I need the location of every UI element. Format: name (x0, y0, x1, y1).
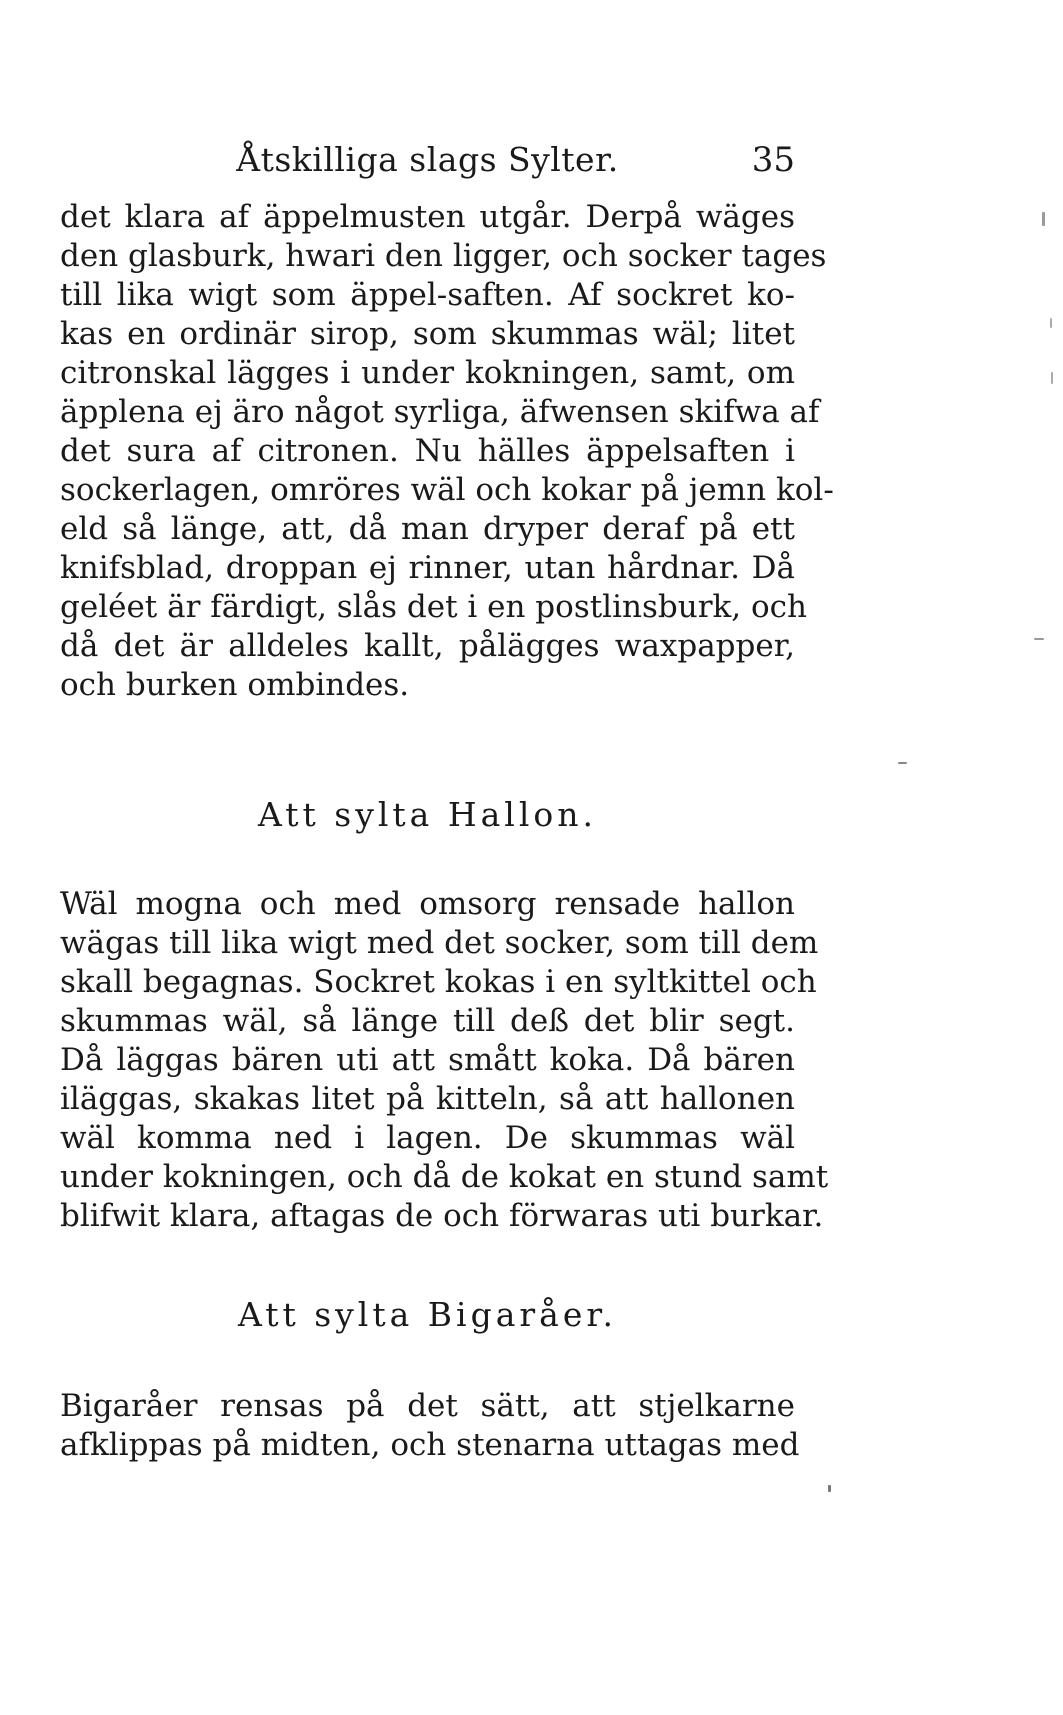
paper-speck (1042, 212, 1045, 226)
paper-speck (828, 1485, 831, 1492)
text-line: Bigaråer rensas på det sätt, att stjelkarne (60, 1388, 795, 1424)
text-line: då det är alldeles kallt, pålägges waxpapper, (60, 628, 795, 664)
text-line: skummas wäl, så länge till deß det blir segt. (60, 1003, 795, 1039)
running-title: Åtskilliga slags Sylter. (236, 140, 619, 179)
text-line: afklippas på midten, och stenarna uttagas med (60, 1427, 800, 1463)
text-line: Då läggas bären uti att smått koka. Då bären (60, 1042, 795, 1078)
text-line: det klara af äppelmusten utgår. Derpå wäges (60, 199, 795, 235)
text-line: wäl komma ned i lagen. De skummas wäl (60, 1120, 795, 1156)
text-line: det sura af citronen. Nu hälles äppelsaften i (60, 433, 795, 469)
text-line: iläggas, skakas litet på kitteln, så att hallonen (60, 1081, 795, 1117)
paragraph-bigaraer (60, 1387, 800, 1465)
text-line: citronskal lägges i under kokningen, samt, om (60, 355, 795, 391)
text-line: till lika wigt som äppel-saften. Af sockret ko- (60, 277, 795, 313)
paragraph-hallon (60, 885, 829, 1236)
section-heading-bigaraer: Att sylta Bigaråer. (237, 1295, 618, 1334)
paper-speck (1051, 372, 1053, 384)
page-header (60, 140, 795, 190)
page-number: 35 (751, 140, 795, 180)
text-line: kas en ordinär sirop, som skummas wäl; litet (60, 316, 795, 352)
paper-speck (1034, 638, 1044, 640)
text-line: eld så länge, att, då man dryper deraf på ett (60, 511, 795, 547)
text-line: och burken ombindes. (60, 667, 410, 703)
text-line: den glasburk, hwari den ligger, och socker tages (60, 238, 827, 274)
paper-speck (898, 762, 907, 764)
text-line: Wäl mogna och med omsorg rensade hallon (60, 886, 795, 922)
text-line: äpplena ej äro något syrliga, äfwensen skifwa af (60, 394, 820, 430)
text-line: under kokningen, och då de kokat en stund samt (60, 1159, 829, 1195)
text-line: sockerlagen, omröres wäl och kokar på jemn kol- (60, 472, 834, 508)
text-line: wägas till lika wigt med det socker, som till dem (60, 925, 819, 961)
section-heading-hallon: Att sylta Hallon. (258, 795, 597, 834)
text-line: geléet är färdigt, slås det i en postlinsburk, och (60, 589, 807, 625)
text-line: knifsblad, droppan ej rinner, utan hårdnar. Då (60, 550, 795, 586)
text-line: blifwit klara, aftagas de och förwaras uti burkar. (60, 1198, 824, 1234)
paper-speck (1050, 318, 1052, 328)
paragraph-apple-jelly (60, 198, 834, 705)
text-line: skall begagnas. Sockret kokas i en syltkittel och (60, 964, 817, 1000)
